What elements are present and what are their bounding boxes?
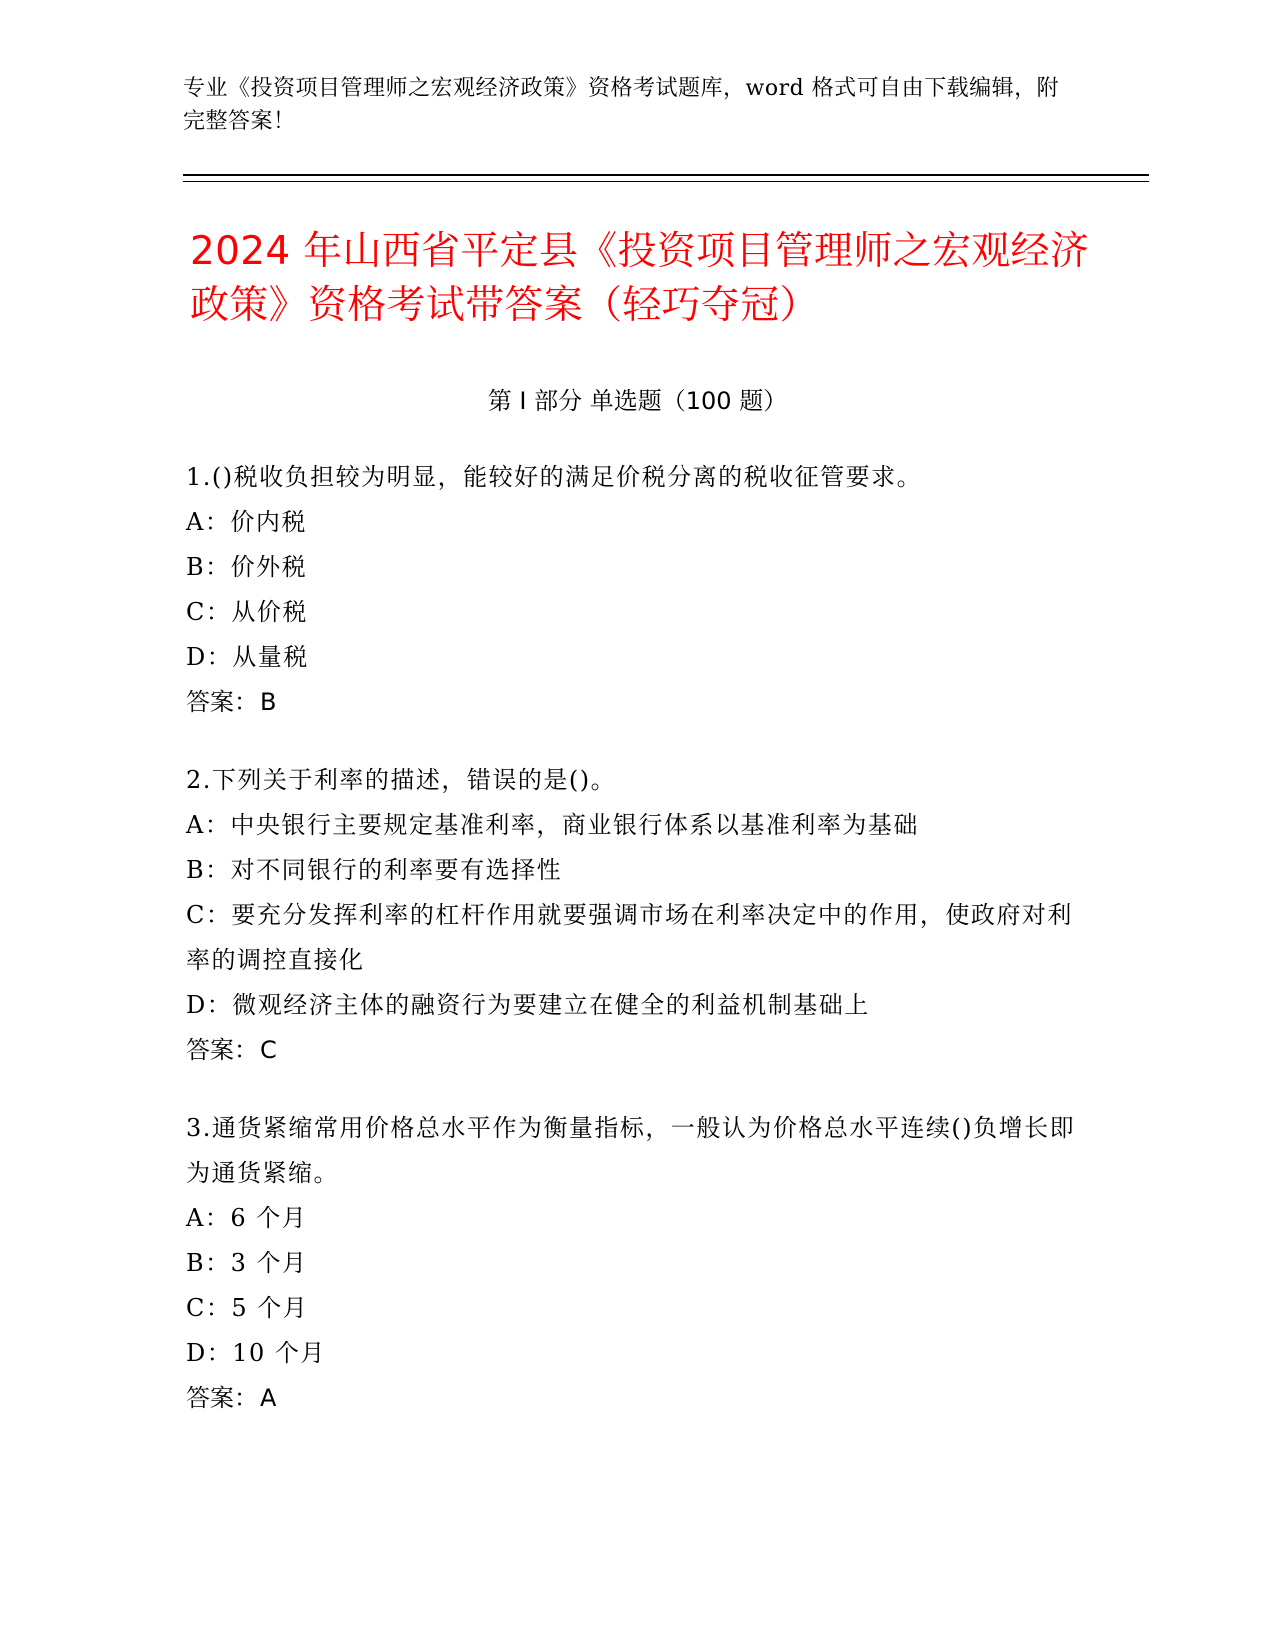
answer-label: 答案： bbox=[186, 1384, 258, 1412]
option-b: B：对不同银行的利率要有选择性 bbox=[186, 856, 563, 884]
header-divider-thin bbox=[183, 181, 1149, 182]
option-d: D：10 个月 bbox=[186, 1339, 326, 1367]
question-stem: 3.通货紧缩常用价格总水平作为衡量指标，一般认为价格总水平连续()负增长即为通货紧缩。 bbox=[186, 1114, 1076, 1187]
option-d: D：从量税 bbox=[186, 643, 309, 671]
answer-line bbox=[186, 680, 1076, 725]
header-divider-thick bbox=[183, 174, 1149, 176]
question-2 bbox=[186, 758, 1076, 1073]
answer-label: 答案： bbox=[186, 1036, 258, 1064]
option-a: A：6 个月 bbox=[186, 1204, 308, 1232]
option-c: C：要充分发挥利率的杠杆作用就要强调市场在利率决定中的作用，使政府对利率的调控直接化 bbox=[186, 901, 1073, 974]
answer-value: B bbox=[260, 688, 277, 716]
answer-line bbox=[186, 1028, 1076, 1073]
option-a: A：价内税 bbox=[186, 508, 307, 536]
document-title: 2024 年山西省平定县《投资项目管理师之宏观经济政策》资格考试带答案（轻巧夺冠） bbox=[190, 229, 1090, 328]
option-d: D：微观经济主体的融资行为要建立在健全的利益机制基础上 bbox=[186, 991, 870, 1019]
answer-label: 答案： bbox=[186, 688, 258, 716]
question-3 bbox=[186, 1106, 1076, 1421]
question-1 bbox=[186, 455, 1076, 725]
question-stem: 2.下列关于利率的描述，错误的是()。 bbox=[186, 766, 617, 794]
answer-line bbox=[186, 1376, 1076, 1421]
option-a: A：中央银行主要规定基准利率，商业银行体系以基准利率为基础 bbox=[186, 811, 919, 839]
section-heading: 第 I 部分 单选题（100 题） bbox=[487, 387, 788, 415]
option-c: C：5 个月 bbox=[186, 1294, 309, 1322]
option-b: B：3 个月 bbox=[186, 1249, 308, 1277]
answer-value: A bbox=[260, 1384, 277, 1412]
question-stem: 1.()税收负担较为明显，能较好的满足价税分离的税收征管要求。 bbox=[186, 463, 923, 491]
header-note: 专业《投资项目管理师之宏观经济政策》资格考试题库，word 格式可自由下载编辑，附完整答案！ bbox=[183, 76, 1060, 134]
option-b: B：价外税 bbox=[186, 553, 308, 581]
answer-value: C bbox=[260, 1036, 277, 1064]
option-c: C：从价税 bbox=[186, 598, 308, 626]
